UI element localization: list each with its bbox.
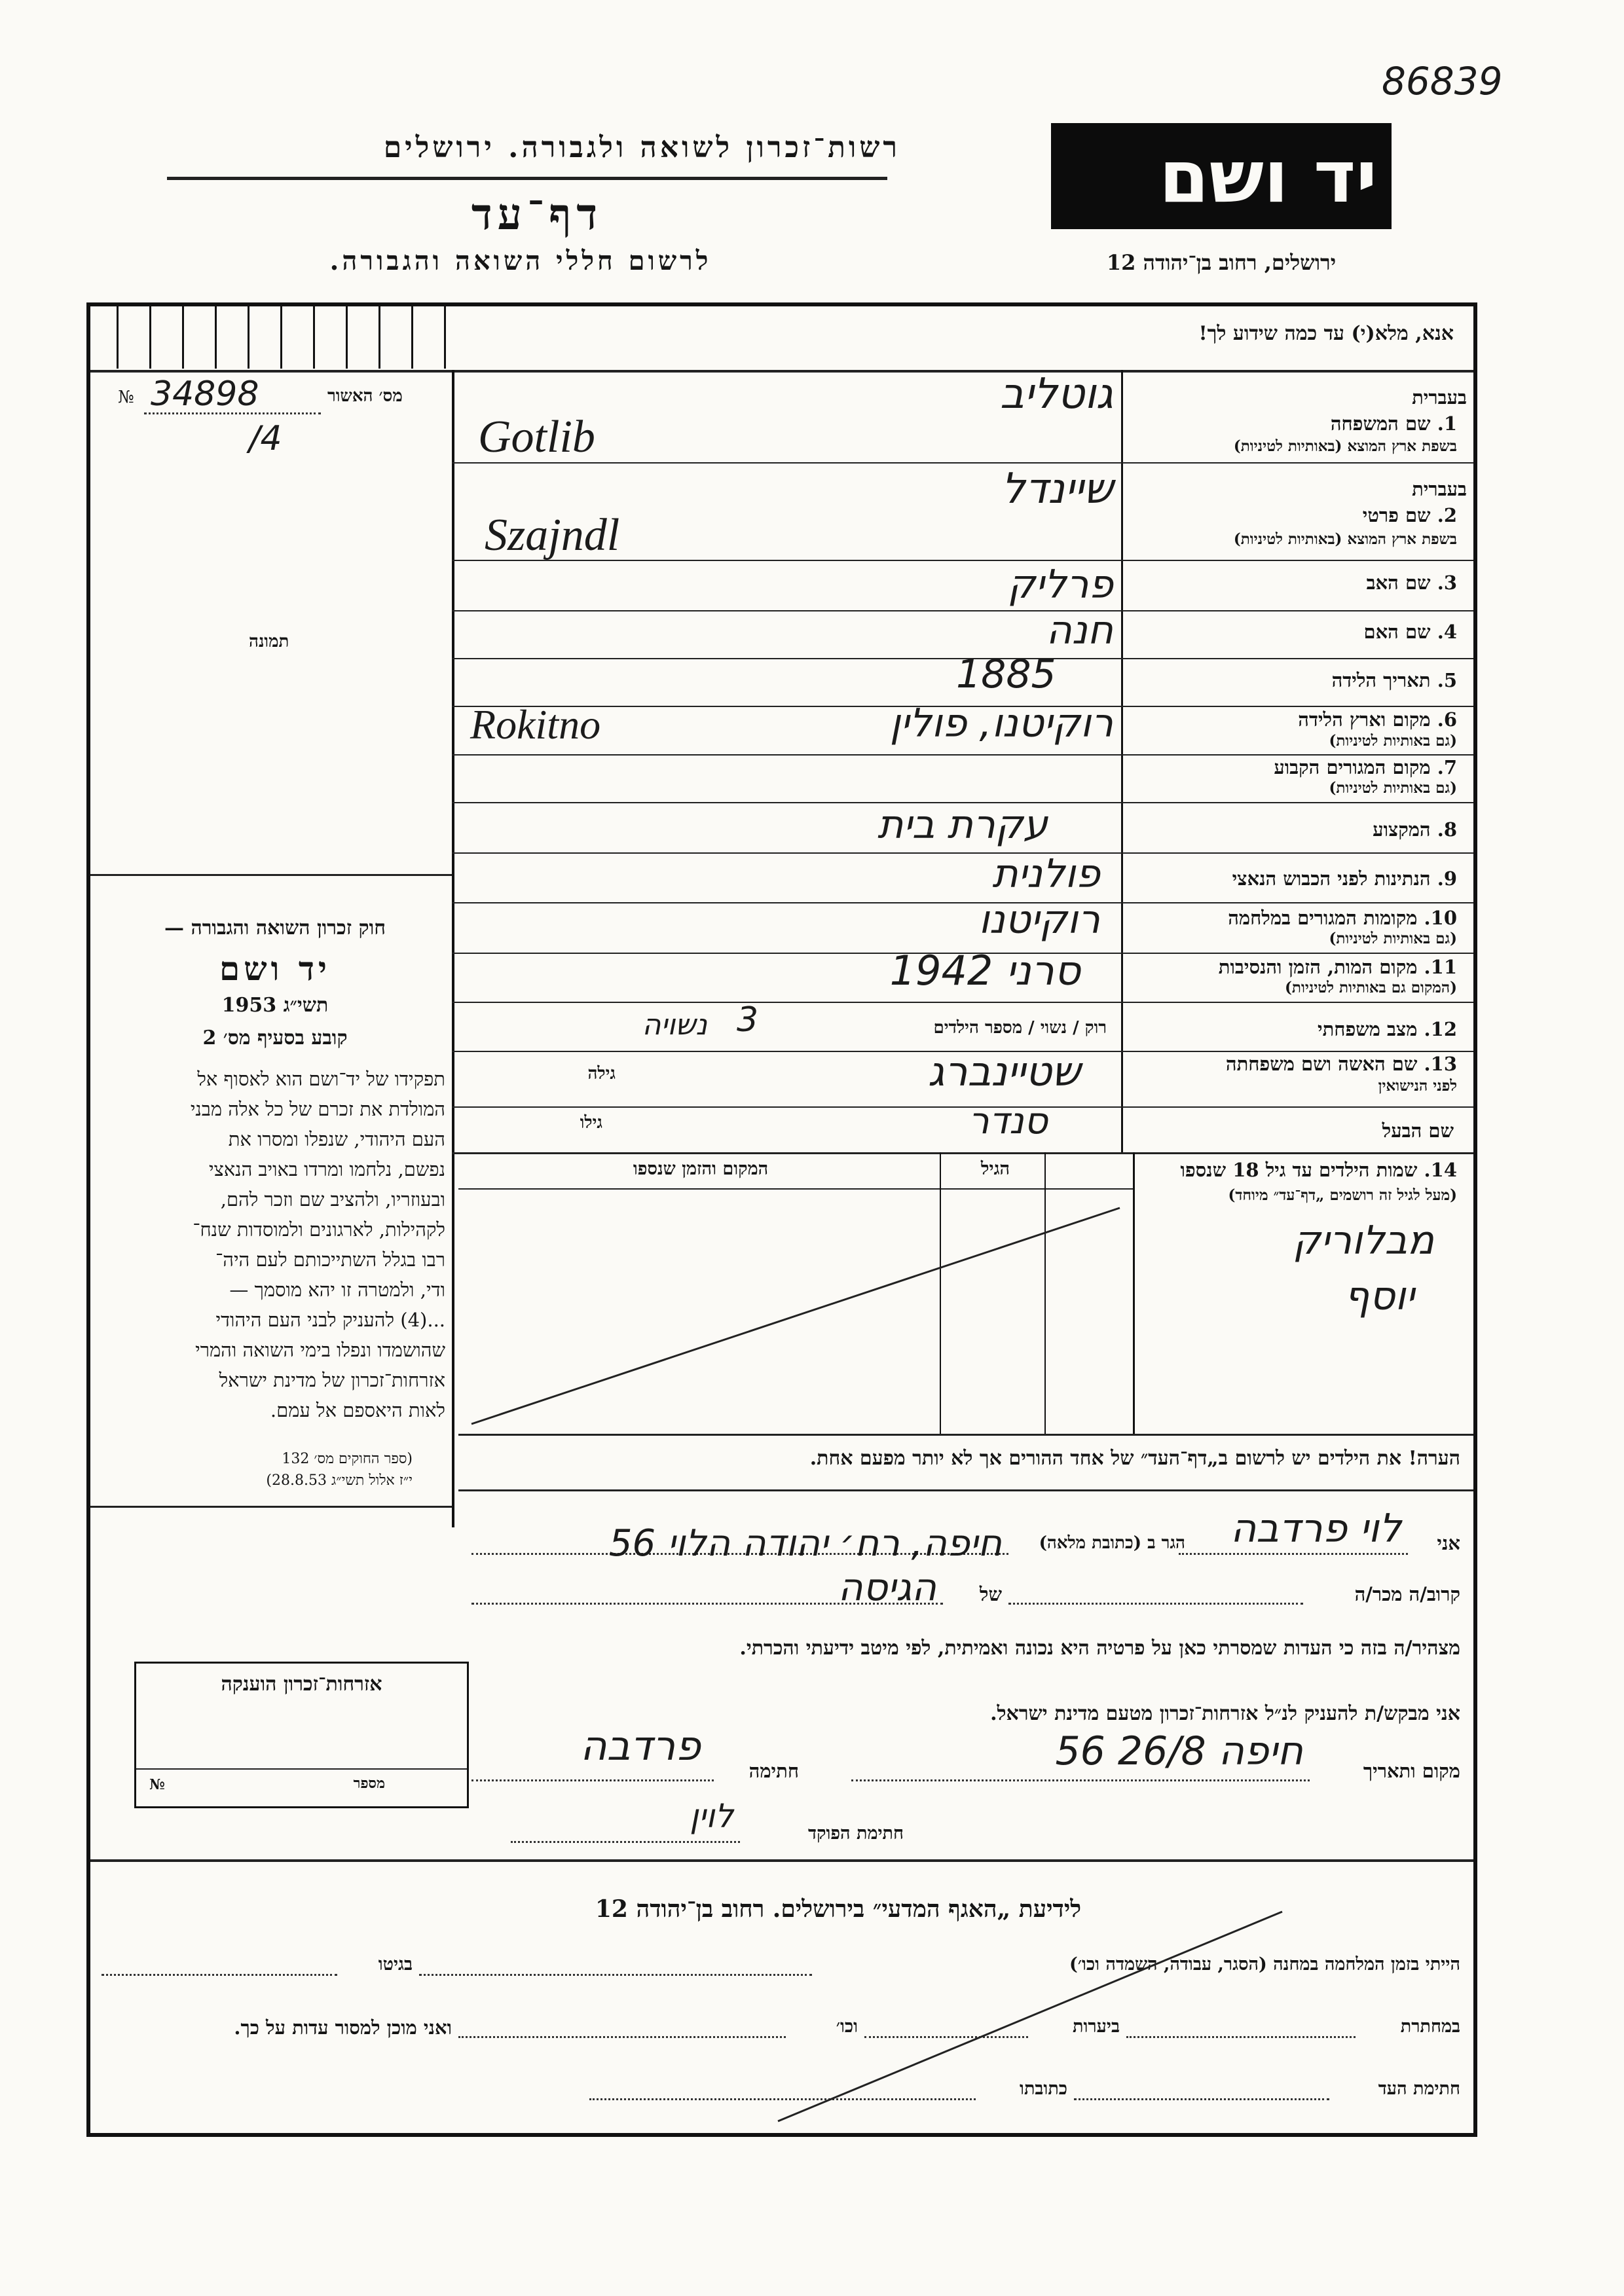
declaration-of-value: הגיסה [838, 1565, 936, 1609]
footer-etc-label: וכו׳ [836, 2016, 858, 2037]
footer-title: לידיעת „האגף המדעי״ בירושלים. רחוב בן־יהודה 12 [595, 1895, 1082, 1923]
signature-label: חתימה [748, 1760, 799, 1782]
law-line: לקהילות, לארגונים ולמוסדות שנח־ [193, 1218, 445, 1241]
field-3-label: שם האב [1366, 572, 1431, 594]
field-10-hint: (גם באותיות לטיניות) [1329, 930, 1457, 947]
field-3-number: 3. [1437, 572, 1457, 594]
field-12-children-count: 3 [737, 1000, 759, 1040]
law-line: העם היהודי, שנפלו ומסרו את [228, 1128, 445, 1150]
field-2-latin: Szajndl [485, 510, 620, 560]
field-1-tag: בעברית [1412, 386, 1467, 409]
field-2-tag: בעברית [1412, 478, 1467, 500]
field-12-status-label: רוק / נשוי / מספר הילדים [933, 1018, 1107, 1038]
law-line: שהושמדו ונפלו בימי השואה והמרי [195, 1339, 445, 1361]
signature-value: פרדבה [580, 1722, 701, 1770]
left-column-divider [452, 370, 454, 1527]
husband-value: סנדר [969, 1100, 1048, 1142]
field-13-label: שם האשה ושם משפחתה [1225, 1053, 1418, 1075]
field-2-value: שיינדל [1001, 465, 1113, 513]
field-8-label: המקצוע [1373, 818, 1431, 841]
law-line: המולדת את זכרם של כל אלה מבני [190, 1098, 445, 1120]
child-name-2: יוסף [1344, 1273, 1414, 1319]
law-line: נפשם, נלחמו ומרדו באויב הנאצי [208, 1158, 445, 1180]
law-clause: קובע בסעיף מס׳ 2 [202, 1027, 348, 1049]
husband-label: שם הבעל [1382, 1120, 1454, 1142]
field-1-hint: בשפת ארץ המוצא (באותיות לטיניות) [1233, 437, 1457, 455]
label-column-divider [1121, 370, 1123, 1152]
law-year: 1953 [221, 994, 277, 1017]
field-13-number: 13. [1424, 1053, 1457, 1075]
law-line: תפקידו של יד־ושם הוא לאסוף אל [197, 1068, 445, 1090]
field-10-label: מקומות המגורים במלחמה [1228, 907, 1418, 929]
children-strike-line [458, 1188, 1133, 1434]
field-11-number: 11. [1424, 956, 1457, 978]
declaration-relative-label: קרוב/ה מכר/ה [1354, 1583, 1460, 1605]
field-11-value: סרני 1942 [889, 947, 1080, 994]
field-7-label: מקום המגורים הקבוע [1274, 756, 1431, 778]
field-9-label: הנתינות לפני הכבוש הנאצי [1232, 867, 1431, 890]
children-label: שמות הילדים עד גיל 18 שנספו [1180, 1159, 1418, 1181]
children-note: הערה! את הילדים יש לרשום ב„דף־העד״ של אחד ההורים אך לא יותר מפעם אחת. [809, 1447, 1460, 1470]
law-source-1: (ספר החוקים מס׳ 132 [282, 1451, 413, 1467]
husband-age-label: גילו [580, 1113, 602, 1133]
officer-signature-value: לוין [690, 1797, 733, 1835]
declaration-of-label: של [979, 1583, 1002, 1605]
field-7-hint: (גם באותיות לטיניות) [1329, 779, 1457, 797]
field-12-value: נשויה [642, 1008, 707, 1042]
law-text [98, 1064, 445, 1425]
law-line: ...(4) להעניק לבני העם היהודי [215, 1309, 445, 1331]
footer-strike-line [90, 1886, 1473, 2128]
authority-name: רשות־זכרון לשואה ולגבורה. ירושלים [383, 131, 900, 164]
field-10-number: 10. [1424, 907, 1457, 929]
children-col-age: הגיל [980, 1159, 1010, 1179]
children-hint: (מעל לגיל זה רושמים „דף־עד״ מיוחד) [1228, 1186, 1457, 1204]
field-2-hint: בשפת ארץ המוצא (באותיות לטיניות) [1233, 530, 1457, 548]
law-year-heb: תשי״ג [283, 994, 329, 1017]
yad-vashem-logo [1051, 123, 1392, 229]
photo-box-bottom [90, 874, 452, 876]
law-source-2: י״ז אלול תשי״ג 28.8.53) [266, 1472, 413, 1489]
declaration-request: אני מבקש/ת להעניק לנ״ל אזרחות־זכרון מטעם מדינת ישראל. [990, 1702, 1460, 1725]
declaration-i-label: אני [1437, 1532, 1460, 1554]
logo-text: יד ושם [1158, 135, 1377, 219]
declaration-i-value: לוי פרדבה [1230, 1506, 1401, 1552]
field-8-value: עקרת בית [877, 802, 1048, 848]
stamp-title: אזרחות־זכרון הוענקה [221, 1673, 382, 1696]
law-line: ובעוזריו, ולהציב שם וזכר להם, [220, 1188, 445, 1211]
footer-address-label: כתובתו [1020, 2079, 1067, 2099]
field-6-hint: (גם באותיות לטיניות) [1329, 732, 1457, 750]
field-1-number: 1. [1437, 412, 1457, 435]
children-number: 14. [1424, 1159, 1457, 1181]
field-1-value: גוטליב [1000, 370, 1113, 418]
field-5-value: 1885 [956, 651, 1056, 697]
footer-underground-label: במחתרת [1400, 2016, 1460, 2037]
field-7-number: 7. [1437, 756, 1457, 778]
field-9-number: 9. [1437, 867, 1457, 890]
law-name: יד ושם [219, 949, 331, 988]
cert-number-label: מס׳ האשור [327, 386, 403, 406]
field-11-label: מקום המות, הזמן והנסיבות [1218, 956, 1418, 978]
field-9-value: פולנית [992, 851, 1100, 897]
field-10-value: רוקיטנו [978, 897, 1100, 943]
cert-number-value: 34898 [151, 374, 259, 414]
footer-camp-label: הייתי בזמן המלחמה במחנה (הסגר, עבודה, השמדה וכו׳) [1069, 1954, 1460, 1975]
field-1-label: שם המשפחה [1330, 412, 1431, 435]
field-2-label: שם פרטי [1362, 504, 1431, 526]
archive-number: 86839 [1382, 59, 1503, 103]
photo-label: תמונה [249, 632, 289, 651]
form-title: דף־עד [471, 189, 603, 240]
field-13-hint: לפני הנישואין [1378, 1077, 1457, 1095]
law-line: ודי, ולמטרה זו יהא מוסמך — [229, 1279, 445, 1301]
officer-signature-label: חתימת הפוקד [808, 1823, 904, 1844]
field-6-latin: Rokitno [470, 701, 601, 748]
memorial-citizenship-box [134, 1662, 469, 1808]
field-4-label: שם האם [1363, 621, 1431, 643]
place-date-label: מקום ותאריך [1363, 1760, 1460, 1782]
field-3-value: פרליק [1007, 562, 1113, 608]
field-13-value: שטיינברג [927, 1048, 1080, 1095]
field-12-number: 12. [1424, 1018, 1457, 1040]
field-8-number: 8. [1437, 818, 1457, 841]
field-4-number: 4. [1437, 621, 1457, 643]
footer-testimony-label: ואני מוכן למסור עדות על כך. [234, 2016, 452, 2039]
office-tick-boxes [90, 306, 454, 372]
field-1-latin: Gotlib [478, 412, 595, 462]
footer-witness-signature-label: חתימת העד [1378, 2079, 1460, 2099]
form-instruction: אנא, מלא(י) עד כמה שידוע לך! [1198, 322, 1454, 345]
stamp-number-label: מספר [353, 1775, 385, 1792]
children-col-place: המקום והזמן שנספו [633, 1159, 769, 1179]
header-address: ירושלים, רחוב בן־יהודה 12 [1106, 250, 1337, 275]
field-13-age-label: גילה [587, 1064, 616, 1084]
cert-number-prefix: № [118, 388, 134, 407]
field-2-number: 2. [1437, 504, 1457, 526]
footer-forests-label: ביערות [1072, 2016, 1120, 2037]
declaration-resident-label: הגר ב (כתובת מלאה) [1039, 1533, 1185, 1553]
declaration-statement: מצהיר/ה בזה כי העדות שמסרתי כאן על פרטיה היא נכונה ואמיתית, לפי מיטב ידיעתי והכרתי. [739, 1637, 1460, 1660]
field-6-label: מקום וארץ הלידה [1298, 708, 1431, 731]
cert-number-suffix: /4 [249, 419, 282, 458]
place-date-value: חיפה 26/8 56 [1055, 1728, 1303, 1774]
header-rule [167, 177, 887, 180]
law-line: רבו בגלל השתייכותם לעם היה־ [215, 1248, 445, 1271]
form-subtitle: לרשום חללי השואה והגבורה. [329, 246, 712, 276]
declaration-resident-value: חיפה, רח׳ יהודה הלוי 56 [608, 1522, 1002, 1565]
field-6-number: 6. [1437, 708, 1457, 731]
footer-rule [90, 1859, 1473, 1862]
field-5-number: 5. [1437, 669, 1457, 691]
child-name-1: מבלוריק [1293, 1218, 1434, 1264]
field-6-value: רוקיטנו, פולין [889, 701, 1113, 746]
field-5-label: תאריך הלידה [1331, 669, 1431, 691]
stamp-number-prefix: № [149, 1776, 165, 1793]
field-12-label: מצב משפחתי [1318, 1018, 1418, 1040]
law-line: אזרחות־זכרון של מדינת ישראל [219, 1369, 445, 1391]
law-line: לאות היאספם אל עמם. [270, 1399, 445, 1421]
law-title: חוק זכרון השואה והגבורה — [164, 917, 386, 939]
footer-ghetto-label: בגיטו [378, 1954, 413, 1975]
field-4-value: חנה [1046, 608, 1113, 653]
field-11-hint: (המקום גם באותיות לטיניות) [1285, 979, 1457, 996]
